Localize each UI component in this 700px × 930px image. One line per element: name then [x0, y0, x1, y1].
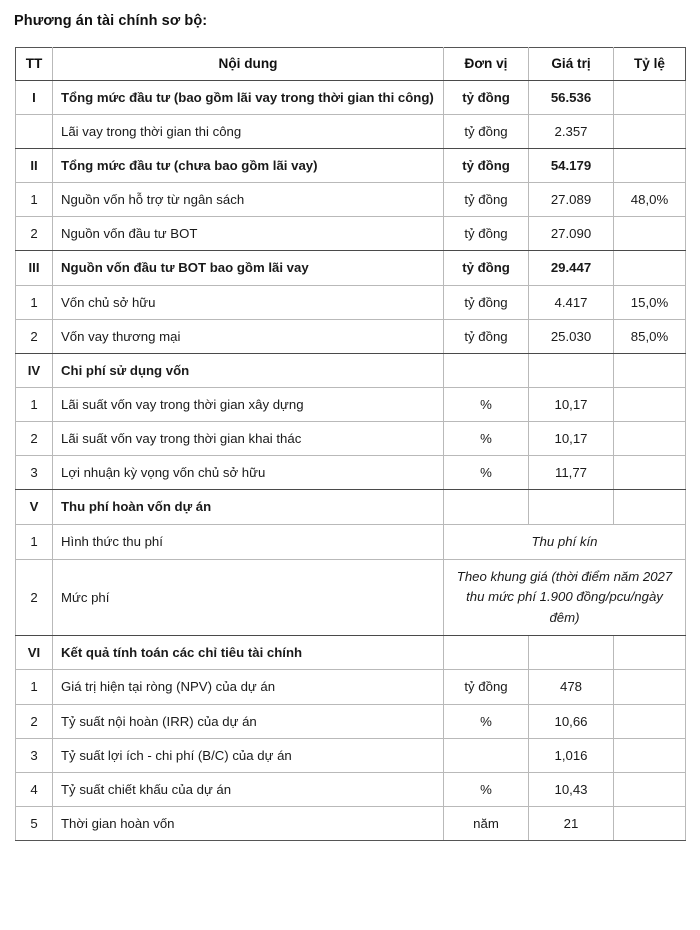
cell-rate: [614, 251, 686, 285]
cell-content: Tổng mức đầu tư (chưa bao gồm lãi vay): [53, 148, 444, 182]
cell-unit: tỷ đồng: [444, 114, 529, 148]
cell-index: 2: [16, 217, 53, 251]
cell-index: 5: [16, 807, 53, 841]
cell-rate: [614, 422, 686, 456]
cell-unit: tỷ đồng: [444, 183, 529, 217]
cell-unit: %: [444, 456, 529, 490]
cell-content: Tổng mức đầu tư (bao gồm lãi vay trong thời gian thi công): [53, 80, 444, 114]
cell-unit: [444, 490, 529, 524]
table-row: [16, 807, 686, 841]
cell-index: VI: [16, 636, 53, 670]
column-header-rate: Tỷ lệ: [614, 48, 686, 81]
cell-unit: %: [444, 387, 529, 421]
cell-content: Kết quả tính toán các chỉ tiêu tài chính: [53, 636, 444, 670]
cell-content: Lãi suất vốn vay trong thời gian khai thác: [53, 422, 444, 456]
cell-index: 4: [16, 772, 53, 806]
cell-content: Mức phí: [53, 559, 444, 635]
cell-value: [529, 636, 614, 670]
cell-value: 1,016: [529, 738, 614, 772]
table-row: [16, 80, 686, 114]
cell-index: V: [16, 490, 53, 524]
cell-value: 10,66: [529, 704, 614, 738]
cell-value: 25.030: [529, 319, 614, 353]
cell-merged-note: Theo khung giá (thời điểm năm 2027 thu mức phí 1.900 đồng/pcu/ngày đêm): [444, 559, 686, 635]
cell-unit: [444, 636, 529, 670]
cell-content: Lợi nhuận kỳ vọng vốn chủ sở hữu: [53, 456, 444, 490]
cell-unit: tỷ đồng: [444, 80, 529, 114]
cell-content: Nguồn vốn hỗ trợ từ ngân sách: [53, 183, 444, 217]
cell-rate: [614, 670, 686, 704]
cell-content: Giá trị hiện tại ròng (NPV) của dự án: [53, 670, 444, 704]
cell-value: 27.090: [529, 217, 614, 251]
table-row: [16, 251, 686, 285]
cell-rate: [614, 217, 686, 251]
cell-merged-note: Thu phí kín: [444, 524, 686, 559]
cell-rate: 48,0%: [614, 183, 686, 217]
cell-rate: [614, 80, 686, 114]
cell-index: 1: [16, 387, 53, 421]
cell-unit: tỷ đồng: [444, 319, 529, 353]
table-row: [16, 148, 686, 182]
cell-content: Tỷ suất chiết khấu của dự án: [53, 772, 444, 806]
cell-rate: [614, 704, 686, 738]
cell-rate: [614, 738, 686, 772]
cell-rate: [614, 807, 686, 841]
cell-unit: tỷ đồng: [444, 670, 529, 704]
cell-rate: 85,0%: [614, 319, 686, 353]
cell-value: 4.417: [529, 285, 614, 319]
cell-index: 2: [16, 559, 53, 635]
table-row: [16, 217, 686, 251]
cell-index: 1: [16, 285, 53, 319]
table-row: [16, 353, 686, 387]
cell-content: Chi phí sử dụng vốn: [53, 353, 444, 387]
cell-content: Lãi vay trong thời gian thi công: [53, 114, 444, 148]
table-row: [16, 670, 686, 704]
cell-content: Nguồn vốn đầu tư BOT: [53, 217, 444, 251]
cell-content: Thời gian hoàn vốn: [53, 807, 444, 841]
cell-index: 1: [16, 524, 53, 559]
cell-content: Tỷ suất lợi ích - chi phí (B/C) của dự án: [53, 738, 444, 772]
cell-index: 2: [16, 704, 53, 738]
cell-index: I: [16, 80, 53, 114]
table-row: [16, 285, 686, 319]
cell-content: Lãi suất vốn vay trong thời gian xây dựng: [53, 387, 444, 421]
cell-value: 478: [529, 670, 614, 704]
cell-unit: năm: [444, 807, 529, 841]
table-row: [16, 114, 686, 148]
table-header: [16, 48, 686, 81]
cell-rate: [614, 456, 686, 490]
cell-index: IV: [16, 353, 53, 387]
cell-value: 10,17: [529, 422, 614, 456]
cell-index: 1: [16, 183, 53, 217]
cell-value: 27.089: [529, 183, 614, 217]
table-row: [16, 490, 686, 524]
table-row: [16, 559, 686, 635]
cell-unit: tỷ đồng: [444, 217, 529, 251]
table-row: [16, 183, 686, 217]
column-header-unit: Đơn vị: [444, 48, 529, 81]
cell-value: [529, 490, 614, 524]
cell-unit: tỷ đồng: [444, 251, 529, 285]
cell-value: 54.179: [529, 148, 614, 182]
column-header-tt: TT: [16, 48, 53, 81]
column-header-value: Giá trị: [529, 48, 614, 81]
cell-content: Vốn chủ sở hữu: [53, 285, 444, 319]
cell-index: [16, 114, 53, 148]
cell-content: Hình thức thu phí: [53, 524, 444, 559]
cell-unit: tỷ đồng: [444, 148, 529, 182]
cell-rate: [614, 772, 686, 806]
cell-value: 10,43: [529, 772, 614, 806]
cell-rate: [614, 387, 686, 421]
cell-index: III: [16, 251, 53, 285]
header-row: [16, 48, 686, 81]
cell-rate: [614, 353, 686, 387]
cell-unit: [444, 353, 529, 387]
table-row: [16, 387, 686, 421]
cell-unit: %: [444, 704, 529, 738]
cell-rate: [614, 114, 686, 148]
cell-value: 10,17: [529, 387, 614, 421]
cell-unit: %: [444, 772, 529, 806]
table-body: [16, 80, 686, 840]
table-row: [16, 738, 686, 772]
table-row: [16, 422, 686, 456]
cell-index: 1: [16, 670, 53, 704]
cell-content: Tỷ suất nội hoàn (IRR) của dự án: [53, 704, 444, 738]
table-row: [16, 704, 686, 738]
table-row: [16, 524, 686, 559]
financial-plan-table: [15, 47, 686, 841]
cell-index: 2: [16, 319, 53, 353]
cell-value: 21: [529, 807, 614, 841]
cell-value: [529, 353, 614, 387]
cell-index: 3: [16, 456, 53, 490]
cell-content: Thu phí hoàn vốn dự án: [53, 490, 444, 524]
cell-index: 3: [16, 738, 53, 772]
cell-value: 11,77: [529, 456, 614, 490]
cell-index: 2: [16, 422, 53, 456]
cell-rate: [614, 490, 686, 524]
cell-unit: tỷ đồng: [444, 285, 529, 319]
cell-rate: 15,0%: [614, 285, 686, 319]
cell-value: 2.357: [529, 114, 614, 148]
cell-index: II: [16, 148, 53, 182]
table-row: [16, 636, 686, 670]
cell-content: Vốn vay thương mại: [53, 319, 444, 353]
cell-unit: %: [444, 422, 529, 456]
table-row: [16, 456, 686, 490]
cell-unit: [444, 738, 529, 772]
cell-value: 29.447: [529, 251, 614, 285]
cell-value: 56.536: [529, 80, 614, 114]
column-header-content: Nội dung: [53, 48, 444, 81]
cell-rate: [614, 636, 686, 670]
cell-rate: [614, 148, 686, 182]
table-row: [16, 772, 686, 806]
cell-content: Nguồn vốn đầu tư BOT bao gồm lãi vay: [53, 251, 444, 285]
page-title: Phương án tài chính sơ bộ:: [14, 13, 208, 29]
table-row: [16, 319, 686, 353]
